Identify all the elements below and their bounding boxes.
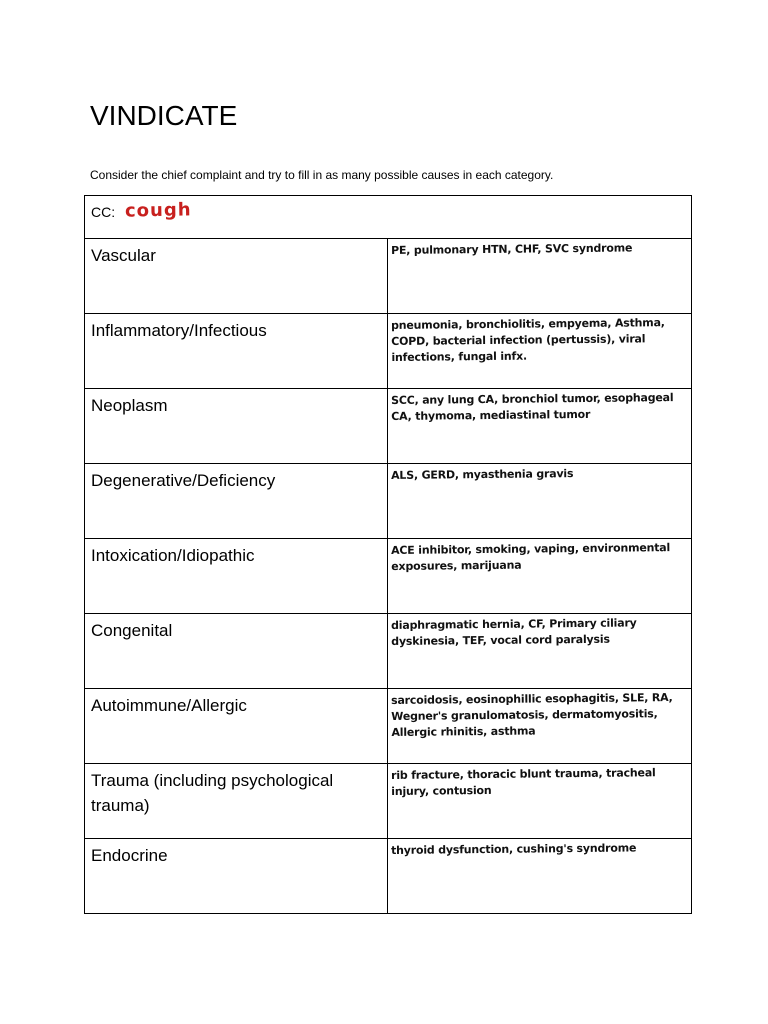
answer-cell: [388, 839, 692, 914]
table-row: [85, 764, 692, 839]
chief-complaint-row: [85, 196, 692, 239]
table-row: [85, 539, 692, 614]
category-label: Congenital: [85, 614, 388, 689]
chief-complaint-value: cough: [124, 199, 192, 222]
handwritten-answer: pneumonia, bronchiolitis, empyema, Asthma, COPD, bacterial infection (pertussis), viral infections, fungal infx.: [391, 316, 665, 364]
page-title: VINDICATE: [90, 100, 238, 131]
handwritten-answer: diaphragmatic hernia, CF, Primary ciliary dyskinesia, TEF, vocal cord paralysis: [391, 616, 637, 648]
category-label: Intoxication/Idiopathic: [85, 539, 388, 614]
chief-complaint-cell: [85, 196, 692, 239]
category-label: Neoplasm: [85, 389, 388, 464]
instructions-text: Consider the chief complaint and try to fill in as many possible causes in each category.: [90, 168, 554, 182]
handwritten-answer: rib fracture, thoracic blunt trauma, tracheal injury, contusion: [391, 766, 656, 798]
table-row: [85, 314, 692, 389]
answer-cell: [388, 539, 692, 614]
category-label: Degenerative/Deficiency: [85, 464, 388, 539]
chief-complaint-label: CC:: [91, 204, 116, 220]
handwritten-answer: PE, pulmonary HTN, CHF, SVC syndrome: [391, 241, 633, 257]
answer-cell: [388, 614, 692, 689]
handwritten-answer: ALS, GERD, myasthenia gravis: [391, 467, 574, 482]
answer-cell: [388, 389, 692, 464]
table-row: [85, 614, 692, 689]
category-label: Inflammatory/Infectious: [85, 314, 388, 389]
vindicate-table: [84, 195, 692, 914]
table-row: [85, 239, 692, 314]
table-row: [85, 389, 692, 464]
handwritten-answer: SCC, any lung CA, bronchiol tumor, esophageal CA, thymoma, mediastinal tumor: [391, 391, 674, 423]
category-label: Endocrine: [85, 839, 388, 914]
category-label: Trauma (including psychological trauma): [85, 764, 388, 839]
handwritten-answer: thyroid dysfunction, cushing's syndrome: [391, 841, 637, 857]
answer-cell: [388, 464, 692, 539]
handwritten-answer: sarcoidosis, eosinophillic esophagitis, SLE, RA, Wegner's granulomatosis, dermatomyositis, Allergic rhinitis, asthma: [391, 691, 673, 739]
answer-cell: [388, 314, 692, 389]
table-row: [85, 464, 692, 539]
answer-cell: [388, 689, 692, 764]
category-label: Autoimmune/Allergic: [85, 689, 388, 764]
answer-cell: [388, 239, 692, 314]
answer-cell: [388, 764, 692, 839]
table-row: [85, 689, 692, 764]
table-row: [85, 839, 692, 914]
category-label: Vascular: [85, 239, 388, 314]
handwritten-answer: ACE inhibitor, smoking, vaping, environmental exposures, marijuana: [391, 541, 671, 573]
